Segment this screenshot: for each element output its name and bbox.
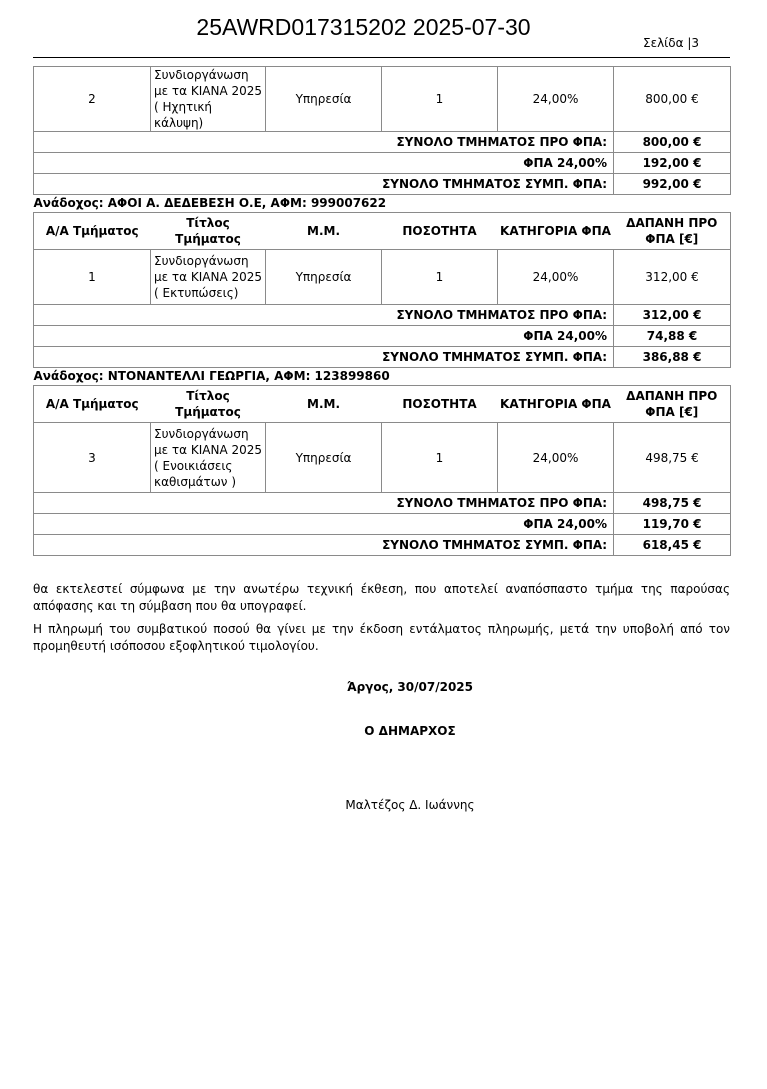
contractor-line: Ανάδοχος: ΝΤΟΝΑΝΤΕΛΛΙ ΓΕΩΡΓΙΑ, ΑΦΜ: 123899860 [33,369,390,383]
summary-value: 119,70 € [614,514,731,535]
col-header-amount: ΔΑΠΑΝΗ ΠΡΟ ΦΠΑ [€] [614,386,731,423]
summary-label: ΣΥΝΟΛΟ ΤΜΗΜΑΤΟΣ ΣΥΜΠ. ΦΠΑ: [34,347,614,368]
cell-unit: Υπηρεσία [266,67,382,132]
summary-value: 618,45 € [614,535,731,556]
summary-value: 498,75 € [614,493,731,514]
cell-aa: 1 [34,250,151,305]
summary-label: ΦΠΑ 24,00% [34,153,614,174]
cell-vat-category: 24,00% [498,423,614,493]
cell-amount: 800,00 € [614,67,731,132]
cell-title: Συνδιοργάνωση με τα ΚΙΑΝΑ 2025 ( Εκτυπώσεις) [151,250,266,305]
table-header-row [34,213,731,250]
col-header-vat-category: ΚΑΤΗΓΟΡΙΑ ΦΠΑ [498,386,614,423]
summary-label: ΦΠΑ 24,00% [34,326,614,347]
col-header-title: Τίτλος Τμήματος [151,213,266,250]
summary-value: 74,88 € [614,326,731,347]
summary-label: ΣΥΝΟΛΟ ΤΜΗΜΑΤΟΣ ΠΡΟ ΦΠΑ: [34,493,614,514]
cell-amount: 498,75 € [614,423,731,493]
section-table-1 [33,195,731,368]
signature-name: Μαλτέζος Δ. Ιωάννης [345,798,475,812]
table-header-row [34,386,731,423]
summary-label: ΣΥΝΟΛΟ ΤΜΗΜΑΤΟΣ ΠΡΟ ΦΠΑ: [34,132,614,153]
col-header-amount: ΔΑΠΑΝΗ ΠΡΟ ΦΠΑ [€] [614,213,731,250]
summary-label: ΦΠΑ 24,00% [34,514,614,535]
cell-title: Συνδιοργάνωση με τα ΚΙΑΝΑ 2025 ( Ηχητική κάλυψη) [151,67,266,132]
cell-unit: Υπηρεσία [266,423,382,493]
summary-value: 312,00 € [614,305,731,326]
summary-row-vat [34,153,731,174]
summary-row-pre-vat [34,132,731,153]
cell-qty: 1 [382,250,498,305]
summary-row-vat [34,514,731,535]
col-header-unit: Μ.Μ. [266,386,382,423]
summary-value: 992,00 € [614,174,731,195]
awards-tables [33,66,730,556]
col-header-qty: ΠΟΣΟΤΗΤΑ [382,213,498,250]
document-id-header: 25AWRD017315202 2025-07-30 [196,14,531,40]
cell-vat-category: 24,00% [498,250,614,305]
col-header-qty: ΠΟΣΟΤΗΤΑ [382,386,498,423]
cell-aa: 3 [34,423,151,493]
summary-row-total [34,347,731,368]
page-number: Σελίδα |3 [643,36,699,50]
signature-role: Ο ΔΗΜΑΡΧΟΣ [364,724,456,738]
summary-value: 800,00 € [614,132,731,153]
cell-title: Συνδιοργάνωση με τα ΚΙΑΝΑ 2025 ( Ενοικιάσεις καθισμάτων ) [151,423,266,493]
signature-place-date: Άργος, 30/07/2025 [347,680,473,694]
col-header-title: Τίτλος Τμήματος [151,386,266,423]
cell-unit: Υπηρεσία [266,250,382,305]
section-table-2 [33,368,731,556]
summary-row-pre-vat [34,305,731,326]
col-header-unit: Μ.Μ. [266,213,382,250]
summary-value: 386,88 € [614,347,731,368]
summary-row-total [34,535,731,556]
summary-row-pre-vat [34,493,731,514]
cell-qty: 1 [382,423,498,493]
body-paragraph-payment: Η πληρωμή του συμβατικού ποσού θα γίνει με την έκδοση εντάλματος πληρωμής, μετά την υποβολή από τον προμηθευτή ισόποσου εξοφλητικού τιμολογίου. [33,622,730,653]
summary-label: ΣΥΝΟΛΟ ΤΜΗΜΑΤΟΣ ΣΥΜΠ. ΦΠΑ: [34,535,614,556]
col-header-vat-category: ΚΑΤΗΓΟΡΙΑ ΦΠΑ [498,213,614,250]
summary-row-total [34,174,731,195]
cell-amount: 312,00 € [614,250,731,305]
table-row [34,423,731,493]
cell-vat-category: 24,00% [498,67,614,132]
table-row [34,250,731,305]
col-header-aa: Α/Α Τμήματος [34,386,151,423]
cell-aa: 2 [34,67,151,132]
summary-label: ΣΥΝΟΛΟ ΤΜΗΜΑΤΟΣ ΠΡΟ ΦΠΑ: [34,305,614,326]
contractor-line: Ανάδοχος: ΑΦΟΙ Α. ΔΕΔΕΒΕΣΗ Ο.Ε, ΑΦΜ: 999007622 [33,196,387,210]
col-header-aa: Α/Α Τμήματος [34,213,151,250]
section-table-0 [33,66,731,195]
summary-value: 192,00 € [614,153,731,174]
summary-row-vat [34,326,731,347]
cell-qty: 1 [382,67,498,132]
summary-label: ΣΥΝΟΛΟ ΤΜΗΜΑΤΟΣ ΣΥΜΠ. ΦΠΑ: [34,174,614,195]
table-row [34,67,731,132]
header-divider [33,57,730,58]
body-paragraph-execution: θα εκτελεστεί σύμφωνα με την ανωτέρω τεχνική έκθεση, που αποτελεί αναπόσπαστο τμήμα της παρούσας απόφασης και τη σύμβαση που θα υπογραφεί. [33,582,730,613]
